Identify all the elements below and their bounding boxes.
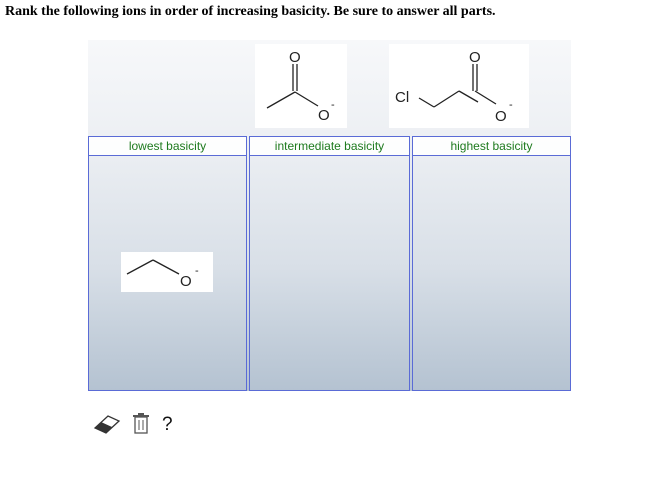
carbonyl-oxygen-label: O bbox=[289, 49, 301, 66]
negative-charge-label: - bbox=[195, 265, 199, 277]
column-header-highest: highest basicity bbox=[412, 136, 571, 156]
help-button[interactable]: ? bbox=[162, 414, 173, 435]
alkoxide-oxygen-label: O bbox=[495, 108, 507, 125]
eraser-button[interactable] bbox=[92, 410, 122, 441]
negative-charge-label: - bbox=[509, 99, 513, 111]
ethoxide-structure bbox=[121, 252, 213, 292]
alkoxide-oxygen-label: O bbox=[318, 107, 330, 124]
carbonyl-oxygen-label: O bbox=[469, 49, 481, 66]
oxygen-label: O bbox=[180, 273, 192, 290]
ethoxide-ion-tile[interactable] bbox=[121, 252, 213, 292]
trash-button[interactable] bbox=[130, 410, 152, 441]
chloropropanoate-ion-tile[interactable] bbox=[389, 44, 529, 128]
chloropropanoate-structure bbox=[389, 44, 529, 128]
drop-zone-intermediate[interactable] bbox=[249, 156, 410, 391]
eraser-icon bbox=[92, 410, 122, 436]
question-text: Rank the following ions in order of increasing basicity. Be sure to answer all parts. bbox=[5, 4, 496, 19]
acetate-ion-tile[interactable] bbox=[255, 44, 347, 128]
trash-icon bbox=[130, 410, 152, 436]
column-header-lowest: lowest basicity bbox=[88, 136, 247, 156]
column-header-intermediate: intermediate basicity bbox=[249, 136, 410, 156]
chlorine-label: Cl bbox=[395, 89, 410, 106]
negative-charge-label: - bbox=[331, 99, 335, 111]
acetate-structure bbox=[255, 44, 347, 128]
drop-zone-highest[interactable] bbox=[412, 156, 571, 391]
